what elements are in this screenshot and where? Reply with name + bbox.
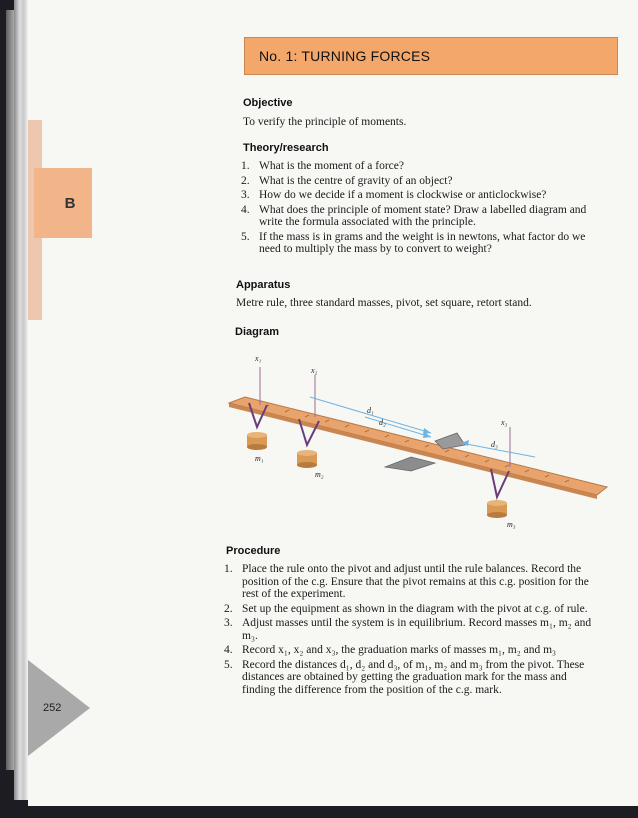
item-number: 1. <box>241 160 250 172</box>
item-number: 1. <box>224 563 233 575</box>
mass-m2 <box>297 450 317 468</box>
metre-rule-edge <box>229 403 597 499</box>
item-number: 3. <box>224 617 233 629</box>
section-tab <box>34 168 92 238</box>
label-d2: d₂ <box>379 418 386 427</box>
item-number: 2. <box>241 174 250 187</box>
theory-item <box>241 175 606 188</box>
item-text: What is the centre of gravity of an object? <box>259 174 453 187</box>
item-text: If the mass is in grams and the weight is in newtons, what factor do we need to multiply the mass by to convert to weight? <box>259 230 586 255</box>
item-text: What is the moment of a force? <box>259 160 404 172</box>
mass-m1 <box>247 432 267 450</box>
theory-item <box>241 189 606 202</box>
label-m3: m₃ <box>507 520 516 529</box>
procedure-item <box>224 563 602 601</box>
theory-heading: Theory/research <box>243 142 329 154</box>
section-tab-label: B <box>64 194 76 212</box>
label-x2: x₂ <box>311 366 318 375</box>
item-text: What does the principle of moment state? Draw a labelled diagram and write the formula associated with the principle. <box>259 203 587 228</box>
theory-list <box>241 160 606 258</box>
page-stack-edge <box>14 0 28 800</box>
diagram-heading: Diagram <box>235 326 280 338</box>
objective-text: To verify the principle of moments. <box>243 116 407 128</box>
objective-heading: Objective <box>243 97 293 109</box>
page-title: No. 1: TURNING FORCES <box>259 48 431 64</box>
procedure-heading: Procedure <box>226 545 281 557</box>
label-x3: x₃ <box>501 418 508 427</box>
item-number: 4. <box>224 644 233 656</box>
page-number: 252 <box>43 702 62 714</box>
item-number: 4. <box>241 203 250 216</box>
title-bar <box>244 37 618 75</box>
item-text: Adjust masses until the system is in equilibrium. Record masses m₁, m₂ and m₃. <box>242 617 592 642</box>
item-text: Record the distances d₁, d₂ and d₃, of m₁, m₂ and m₃ from the pivot. These distances are obtained by getting the graduation mark for the mass and finding the difference from the position of the c.g. mark. <box>242 658 585 696</box>
procedure-item <box>224 617 602 642</box>
theory-item <box>241 231 606 256</box>
procedure-item <box>224 659 602 697</box>
item-number: 5. <box>224 658 233 671</box>
procedure-list <box>224 563 602 698</box>
item-text: How do we decide if a moment is clockwise or anticlockwise? <box>259 189 547 201</box>
moments-diagram <box>225 345 615 535</box>
label-d1: d₁ <box>367 406 374 415</box>
procedure-item <box>224 603 602 616</box>
procedure-item <box>224 644 602 657</box>
item-number: 3. <box>241 189 250 201</box>
item-text: Record x₁, x₂ and x₃, the graduation marks of masses m₁, m₂ and m₃ <box>242 644 557 656</box>
apparatus-text: Metre rule, three standard masses, pivot, set square, retort stand. <box>236 297 532 309</box>
label-x1: x₁ <box>255 354 262 363</box>
label-m1: m₁ <box>255 454 264 463</box>
item-number: 2. <box>224 602 233 615</box>
item-number: 5. <box>241 230 250 243</box>
theory-item <box>241 204 606 229</box>
mass-m3 <box>487 500 507 518</box>
theory-item <box>241 160 606 173</box>
label-d3: d₃ <box>491 440 498 449</box>
apparatus-heading: Apparatus <box>236 279 291 291</box>
item-text: Place the rule onto the pivot and adjust until the rule balances. Record the position of the c.g. Ensure that the pivot remains at this c.g. position for the rest of the experiment. <box>242 563 589 600</box>
item-text: Set up the equipment as shown in the diagram with the pivot at c.g. of rule. <box>242 602 588 615</box>
label-m2: m₂ <box>315 470 324 479</box>
pivot <box>385 457 435 471</box>
